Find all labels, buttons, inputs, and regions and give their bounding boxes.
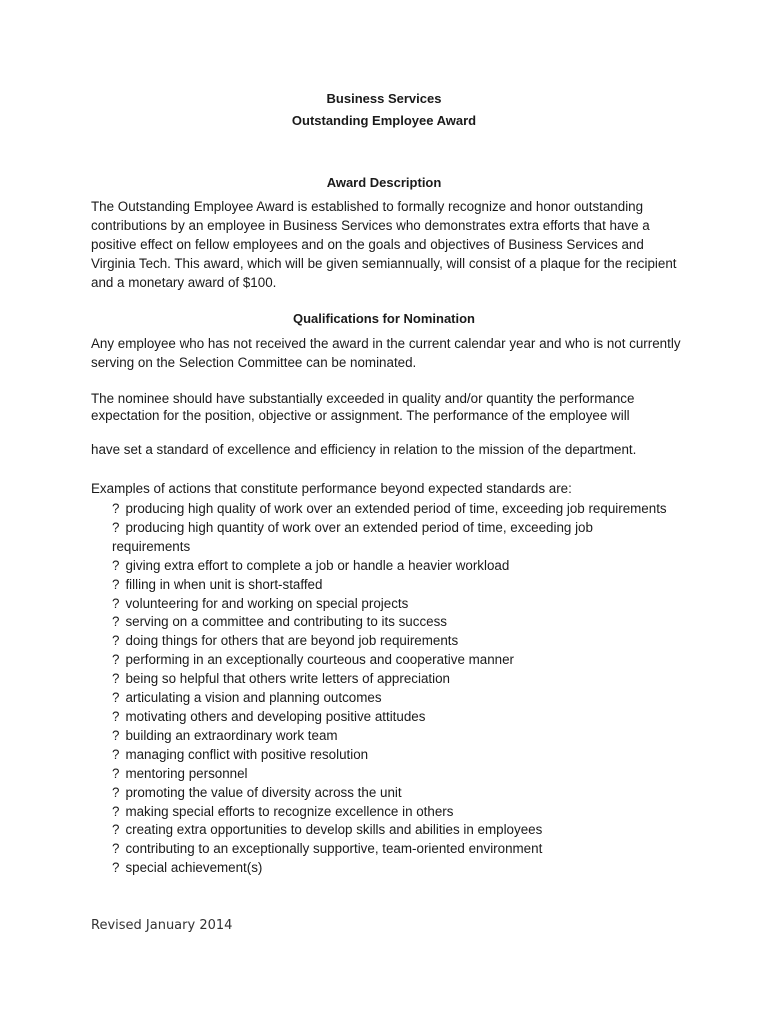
bullet-glyph: ? [112, 690, 120, 706]
qualifications-heading: Qualifications for Nomination [292, 311, 475, 326]
list-item-text: motivating others and developing positive attitudes [125, 708, 426, 724]
list-item-text: creating extra opportunities to develop skills and abilities in employees [125, 822, 543, 838]
bullet-glyph: ? [112, 557, 120, 573]
list-item-text: mentoring personnel [125, 765, 248, 781]
list-item-text: articulating a vision and planning outcomes [125, 690, 382, 706]
list-item [112, 670, 672, 689]
bullet-glyph: ? [112, 746, 120, 762]
bullet-glyph: ? [112, 614, 120, 630]
award-description-heading: Award Description [326, 175, 442, 190]
list-item [112, 803, 672, 822]
examples-intro: Examples of actions that constitute performance beyond expected standards are: [91, 481, 572, 496]
list-item-text: serving on a committee and contributing to its success [125, 614, 447, 630]
list-item [112, 727, 672, 746]
examples-list [112, 500, 672, 878]
list-item [112, 708, 672, 727]
list-item-text: giving extra effort to complete a job or handle a heavier workload [125, 557, 510, 573]
list-item [112, 613, 672, 632]
list-item-text: producing high quality of work over an extended period of time, exceeding job requirements [125, 501, 667, 516]
document-title-line1: Business Services [326, 91, 442, 106]
bullet-glyph: ? [112, 708, 120, 724]
list-item [112, 557, 672, 576]
qualifications-para-eligibility: Any employee who has not received the award in the current calendar year and who is not currently serving on the Selection Committee can be nominated. [91, 336, 681, 370]
list-item-text: building an extraordinary work team [125, 727, 338, 743]
list-item [112, 500, 672, 519]
list-item [112, 651, 672, 670]
bullet-glyph: ? [112, 501, 120, 516]
list-item-text: making special efforts to recognize excellence in others [125, 803, 454, 819]
bullet-glyph: ? [112, 652, 120, 668]
bullet-glyph: ? [112, 765, 120, 781]
list-item [112, 595, 672, 614]
bullet-glyph: ? [112, 671, 120, 687]
list-item-text: doing things for others that are beyond job requirements [125, 633, 459, 649]
list-item [112, 519, 672, 557]
award-description-text: The Outstanding Employee Award is established to formally recognize and honor outstanding contributions by an employee in Business Services who demonstrates extra efforts that have a positive effect on fellow employees and on the goals and objectives of Business Services and Virginia Tech. This award, which will be given semiannually, will consist of a plaque for the recipient and a monetary award of $100. [91, 199, 677, 290]
bullet-glyph: ? [112, 784, 120, 800]
list-item-text: being so helpful that others write letters of appreciation [125, 671, 450, 687]
list-item-text: promoting the value of diversity across the unit [125, 784, 402, 800]
bullet-glyph: ? [112, 803, 120, 819]
list-item-text: filling in when unit is short-staffed [125, 576, 323, 592]
list-item-text: managing conflict with positive resolution [125, 746, 369, 762]
list-item [112, 840, 672, 859]
bullet-glyph: ? [112, 519, 120, 535]
list-item-text: volunteering for and working on special projects [125, 595, 409, 611]
bullet-glyph: ? [112, 860, 120, 876]
list-item-text: producing high quantity of work over an extended period of time, exceeding job requirements [112, 519, 593, 554]
list-item [112, 765, 672, 784]
list-item [112, 632, 672, 651]
bullet-glyph: ? [112, 822, 120, 838]
bullet-glyph: ? [112, 633, 120, 649]
list-item [112, 576, 672, 595]
bullet-glyph: ? [112, 727, 120, 743]
list-item [112, 784, 672, 803]
qualifications-para-standard: have set a standard of excellence and efficiency in relation to the mission of the department. [91, 442, 637, 457]
bullet-glyph: ? [112, 841, 120, 857]
list-item-text: special achievement(s) [125, 860, 263, 876]
list-item [112, 859, 672, 878]
list-item [112, 689, 672, 708]
qualifications-para-performance: The nominee should have substantially exceeded in quality and/or quantity the performance expectation for the position, objective or assignment. The performance of the employee will [91, 391, 635, 423]
bullet-glyph: ? [112, 576, 120, 592]
list-item-text: contributing to an exceptionally supportive, team-oriented environment [125, 841, 543, 857]
bullet-glyph: ? [112, 595, 120, 611]
revised-date: Revised January 2014 [91, 918, 233, 933]
list-item [112, 746, 672, 765]
document-title-line2: Outstanding Employee Award [291, 113, 477, 128]
list-item-text: performing in an exceptionally courteous and cooperative manner [125, 652, 515, 668]
list-item [112, 821, 672, 840]
